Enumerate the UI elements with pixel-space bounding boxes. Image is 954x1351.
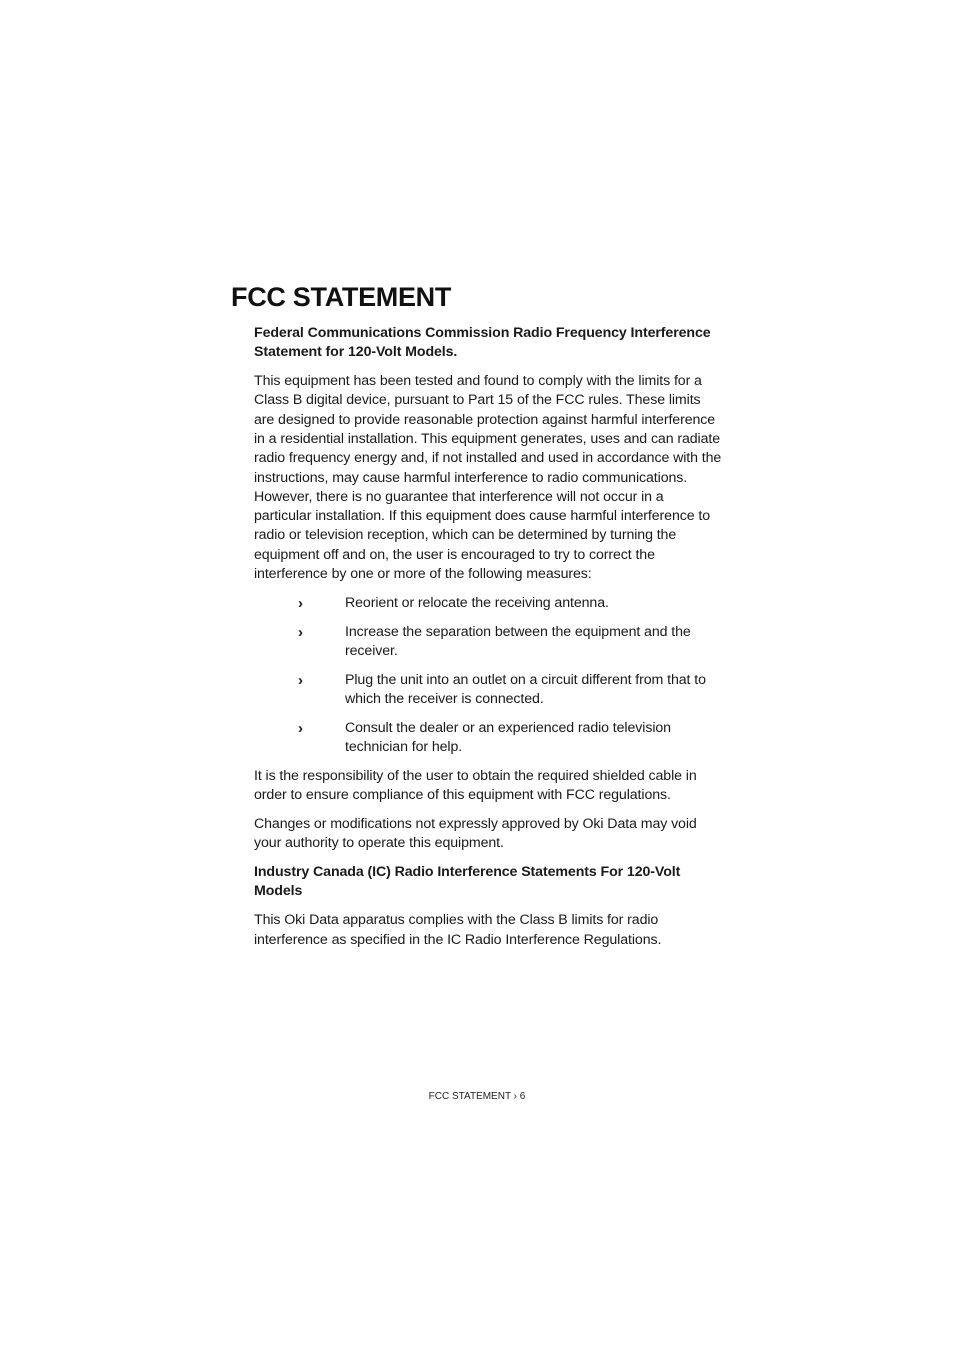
changes-note-paragraph: Changes or modifications not expressly approved by Oki Data may void your authority to operate this equipment. bbox=[254, 816, 697, 852]
measure-text: Consult the dealer or an experienced radio television technician for help. bbox=[345, 719, 671, 756]
measure-text: Plug the unit into an outlet on a circuit different from that to which the receiver is connected. bbox=[345, 671, 706, 708]
cable-note-paragraph: It is the responsibility of the user to obtain the required shielded cable in order to ensure compliance of this equipment with FCC regulations. bbox=[254, 767, 697, 804]
measures-list bbox=[254, 594, 724, 758]
ic-body-paragraph: This Oki Data apparatus complies with the Class B limits for radio interference as specified in the IC Radio Interference Regulations. bbox=[254, 912, 662, 948]
measure-text: Increase the separation between the equipment and the receiver. bbox=[345, 623, 691, 659]
document-body bbox=[254, 324, 724, 959]
measure-text: Reorient or relocate the receiving antenna. bbox=[345, 594, 609, 611]
list-item bbox=[254, 671, 724, 710]
page-footer: FCC STATEMENT › 6 bbox=[428, 1091, 526, 1102]
page-title: FCC STATEMENT bbox=[231, 282, 452, 312]
chevron-right-icon: › bbox=[298, 594, 303, 612]
fcc-subheading: Federal Communications Commission Radio Frequency Interference Statement for 120-Volt Models. bbox=[254, 325, 711, 361]
list-item bbox=[254, 719, 724, 758]
list-item bbox=[254, 594, 724, 613]
fcc-body-paragraph: This equipment has been tested and found to comply with the limits for a Class B digital device, pursuant to Part 15 of the FCC rules. These limits are designed to provide reasonable protection against harmful interference in a residential installation. This equipment generates, uses and can radiate radio frequency energy and, if not installed and used in accordance with the instructions, may cause harmful interference to radio communications. However, there is no guarantee that interference will not occur in a particular installation. If this equipment does cause harmful interference to radio or television reception, which can be determined by turning the equipment off and on, the user is encouraged to try to correct the interference by one or more of the following measures: bbox=[254, 373, 722, 583]
chevron-right-icon: › bbox=[298, 671, 303, 689]
ic-subheading: Industry Canada (IC) Radio Interference Statements For 120-Volt Models bbox=[254, 864, 681, 900]
chevron-right-icon: › bbox=[298, 719, 303, 737]
list-item bbox=[254, 623, 724, 662]
chevron-right-icon: › bbox=[298, 623, 303, 641]
